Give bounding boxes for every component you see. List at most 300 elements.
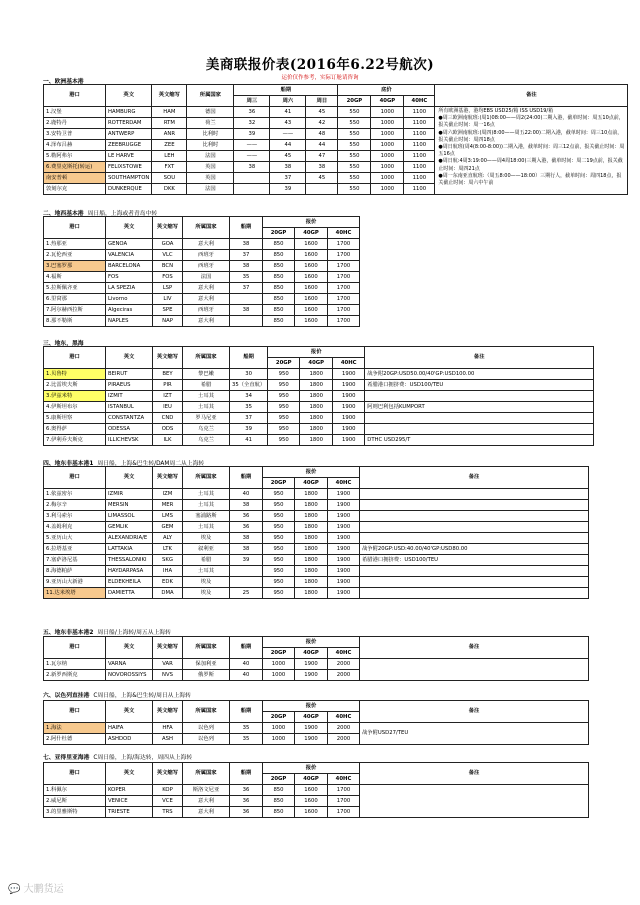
header-40hc: 40HC	[333, 358, 365, 369]
port-country: 荷兰	[187, 118, 234, 129]
header-40hc: 40HC	[328, 648, 360, 659]
sailing-days	[230, 577, 263, 588]
sailing-wed: 38	[234, 162, 270, 173]
header-40gp: 40GP	[300, 358, 333, 369]
sailing-wed: 32	[234, 118, 270, 129]
header-base-price: 底价	[338, 85, 435, 96]
section-7-title-text: 七、亚得里亚海港	[43, 755, 90, 761]
port-english: ODESSA	[106, 424, 153, 435]
israel-table	[43, 700, 589, 745]
price-40hc: 1100	[404, 129, 435, 140]
header-code: 英文缩写	[153, 217, 183, 239]
price-40hc: 1700	[328, 305, 360, 316]
port-english: SOUTHAMPTON	[106, 173, 152, 184]
section-2-subtitle: 周日船，上海或者青岛中转	[87, 211, 158, 217]
port-country: 土耳其	[183, 402, 230, 413]
price-40gp: 1800	[295, 522, 328, 533]
sailing-days: 40	[230, 489, 263, 500]
price-40gp: 1600	[295, 283, 328, 294]
port-english: ROTTERDAM	[106, 118, 152, 129]
table-row	[44, 239, 360, 250]
price-20gp: 550	[338, 162, 371, 173]
header-english: 英文	[106, 347, 153, 369]
price-40gp: 1800	[295, 555, 328, 566]
price-20gp: 950	[268, 369, 300, 380]
price-40gp: 1600	[295, 807, 328, 818]
price-20gp: 950	[268, 380, 300, 391]
sailing-days: 38	[230, 544, 263, 555]
price-40gp: 1600	[295, 261, 328, 272]
price-20gp: 950	[263, 588, 295, 599]
header-20gp: 20GP	[338, 96, 371, 107]
price-40hc: 1700	[328, 796, 360, 807]
port-english: IZMIR	[106, 489, 153, 500]
section-5-subtitle: 周日船/上海转/周五从上海转	[97, 630, 171, 636]
port-country: 西班牙	[183, 250, 230, 261]
table-row	[44, 107, 628, 118]
table-row	[44, 413, 594, 424]
port-name: 1.贝鲁特	[44, 369, 106, 380]
port-country: 土耳其	[183, 522, 230, 533]
sailing-days: 35	[230, 272, 263, 283]
port-english: VENICE	[106, 796, 153, 807]
row-remark	[360, 500, 589, 511]
europe-rows	[44, 107, 628, 195]
port-name: 4.伊斯坦布尔	[44, 402, 106, 413]
table-row	[44, 522, 589, 533]
row-remark	[360, 566, 589, 577]
header-freight: 报价	[263, 467, 360, 478]
price-40hc: 1100	[404, 184, 435, 195]
port-english: THESSALONIKI	[106, 555, 153, 566]
port-code: IZT	[153, 391, 183, 402]
med-west-table	[43, 216, 360, 327]
header-english: 英文	[106, 701, 153, 723]
price-40hc: 1100	[404, 118, 435, 129]
price-40hc: 1900	[328, 500, 360, 511]
sailing-days: 40	[230, 670, 263, 681]
price-40hc: 1900	[328, 489, 360, 500]
watermark-text: 大鹏货运	[23, 884, 64, 895]
port-name: 1.瓦尔纳	[44, 659, 106, 670]
row-remark: 阿则巴利包括KUMPORT	[365, 402, 594, 413]
header-english: 英文	[106, 763, 153, 785]
table-row	[44, 555, 589, 566]
price-20gp: 950	[263, 555, 295, 566]
port-country: 土耳其	[183, 489, 230, 500]
price-40gp: 1800	[300, 380, 333, 391]
sailing-wed: 36	[234, 107, 270, 118]
price-20gp: 950	[268, 391, 300, 402]
port-country: 以色列	[183, 723, 230, 734]
price-20gp: 550	[338, 140, 371, 151]
port-english: HAMBURG	[106, 107, 152, 118]
price-40gp: 1600	[295, 294, 328, 305]
port-english: HAIFA	[106, 723, 153, 734]
port-code: LEH	[152, 151, 187, 162]
header-code: 英文缩写	[153, 467, 183, 489]
header-country: 所属国家	[183, 347, 230, 369]
port-country: 法国	[187, 184, 234, 195]
section-5-title-text: 五、地东非基本港2	[43, 630, 94, 636]
header-40hc: 40HC	[404, 96, 435, 107]
remark-line: 所有欧洲基港，港均EBS USD25/箱 ISS USD19/箱	[438, 108, 554, 114]
sailing-sun: 42	[306, 118, 338, 129]
price-20gp: 550	[338, 107, 371, 118]
row-remark: 希腊港口拥挤费：USD100/TEU	[360, 555, 589, 566]
port-code: VAR	[153, 659, 183, 670]
table-row	[44, 380, 594, 391]
port-english: BEIRUT	[106, 369, 153, 380]
sailing-sun: 44	[306, 140, 338, 151]
port-name: 1.热那亚	[44, 239, 106, 250]
price-40gp: 1000	[371, 184, 404, 195]
price-20gp: 1000	[263, 723, 295, 734]
port-code: GEM	[153, 522, 183, 533]
sailing-days: 37	[230, 283, 263, 294]
sailing-days: 25	[230, 588, 263, 599]
header-remark: 备注	[360, 763, 589, 785]
port-name: 7.阿尔赫西拉斯	[44, 305, 106, 316]
header-english: 英文	[106, 85, 152, 107]
med-africa-2-rows	[44, 659, 589, 681]
price-40gp: 1600	[295, 796, 328, 807]
header-40hc: 40HC	[328, 478, 360, 489]
port-code: DKK	[152, 184, 187, 195]
header-40gp: 40GP	[371, 96, 404, 107]
price-40gp: 1800	[295, 533, 328, 544]
price-40hc: 1700	[328, 283, 360, 294]
port-code: ODS	[153, 424, 183, 435]
port-name: 2.新罗西斯克	[44, 670, 106, 681]
sailing-days	[230, 566, 263, 577]
price-40gp: 1800	[295, 577, 328, 588]
price-40hc: 1900	[328, 566, 360, 577]
port-english: ISTANBUL	[106, 402, 153, 413]
port-code: VCE	[153, 796, 183, 807]
port-country: 叙利亚	[183, 544, 230, 555]
price-40hc: 1100	[404, 151, 435, 162]
port-name: 3.巴塞罗那	[44, 261, 106, 272]
port-code: LMS	[153, 511, 183, 522]
row-remark	[365, 424, 594, 435]
table-row	[44, 305, 360, 316]
remark-line: ●周三欧洲南航班:(周1)08:00——周2(24:00)二期入港，截单时间：周五10点前，报关截止时间：周一16点	[438, 115, 624, 129]
header-40gp: 40GP	[295, 774, 328, 785]
port-english: ZEEBRUGGE	[106, 140, 152, 151]
header-40hc: 40HC	[328, 712, 360, 723]
port-english: TRIESTE	[106, 807, 153, 818]
header-port: 港口	[44, 85, 106, 107]
price-20gp: 850	[263, 305, 295, 316]
row-remark	[360, 577, 589, 588]
med-africa-1-rows	[44, 489, 589, 599]
port-name: 敦刻尔克	[44, 184, 106, 195]
table-row	[44, 272, 360, 283]
sailing-sat: 37	[270, 173, 306, 184]
header-freight: 报价	[263, 217, 360, 228]
header-code: 英文缩写	[153, 763, 183, 785]
header-port: 港口	[44, 763, 106, 785]
price-40gp: 1800	[300, 391, 333, 402]
port-name: 2.威尼斯	[44, 796, 106, 807]
port-country: 法国	[183, 272, 230, 283]
port-country: 德国	[187, 107, 234, 118]
price-20gp: 950	[263, 577, 295, 588]
port-country: 英国	[187, 162, 234, 173]
price-40hc: 2000	[328, 659, 360, 670]
port-english: LA SPEZIA	[106, 283, 153, 294]
price-40gp: 1000	[371, 173, 404, 184]
port-english: LATTAKIA	[106, 544, 153, 555]
price-40gp: 1800	[295, 500, 328, 511]
port-code: ANR	[152, 129, 187, 140]
sailing-sun: 48	[306, 129, 338, 140]
header-remark: 备注	[435, 85, 628, 107]
port-code: IZM	[153, 489, 183, 500]
port-english: ASHDOD	[106, 734, 153, 745]
price-40hc: 1700	[328, 807, 360, 818]
sailing-days	[230, 294, 263, 305]
port-country: 希腊	[183, 555, 230, 566]
price-40hc: 1700	[328, 316, 360, 327]
port-english: BARCELONA	[106, 261, 153, 272]
row-remark	[360, 489, 589, 500]
row-remark: 战争附20GP:USD:40.00/40'GP:USD80.00	[360, 544, 589, 555]
port-country: 斯洛文尼亚	[183, 785, 230, 796]
port-name: 8.海德帕萨	[44, 566, 106, 577]
sailing-days: 35	[230, 402, 268, 413]
header-40hc: 40HC	[328, 228, 360, 239]
port-name: 3.利马索尔	[44, 511, 106, 522]
port-country: 希腊	[183, 380, 230, 391]
port-name: 6.拉塔基亚	[44, 544, 106, 555]
table-row	[44, 588, 589, 599]
header-country: 所属国家	[183, 467, 230, 489]
price-40gp: 1600	[295, 305, 328, 316]
price-20gp: 950	[263, 544, 295, 555]
port-name: 11.达米埃塔	[44, 588, 106, 599]
header-code: 英文缩写	[153, 701, 183, 723]
port-english: PIRAEUS	[106, 380, 153, 391]
price-40hc: 1900	[328, 577, 360, 588]
table-row	[44, 723, 589, 734]
section-3-title-text: 三、地东，黑海	[43, 341, 84, 347]
header-freight: 报价	[263, 637, 360, 648]
header-sailing: 船期	[230, 347, 268, 369]
price-40gp: 1800	[300, 402, 333, 413]
price-40gp: 1900	[295, 723, 328, 734]
sailing-days: 36	[230, 807, 263, 818]
port-english: ILLICHEVSK	[106, 435, 153, 446]
port-code: RTM	[152, 118, 187, 129]
price-20gp: 1000	[263, 670, 295, 681]
section-remark	[360, 659, 589, 681]
row-remark: 战争附20GP:USD50.00/40'GP:USD100.00	[365, 369, 594, 380]
header-day-sun: 周日	[306, 96, 338, 107]
header-country: 所属国家	[187, 85, 234, 107]
sailing-wed	[234, 173, 270, 184]
port-english: ALEXANDRIA/E	[106, 533, 153, 544]
sailing-sat: ——	[270, 129, 306, 140]
header-20gp: 20GP	[263, 774, 295, 785]
port-country: 土耳其	[183, 391, 230, 402]
port-code: SOU	[152, 173, 187, 184]
port-name: 5.康斯坦察	[44, 413, 106, 424]
port-code: LIV	[153, 294, 183, 305]
price-40hc: 1900	[328, 522, 360, 533]
sailing-sun: 45	[306, 107, 338, 118]
port-country: 以色列	[183, 734, 230, 745]
port-name: 6.里窝那	[44, 294, 106, 305]
price-40hc: 1900	[328, 588, 360, 599]
price-40gp: 1800	[295, 588, 328, 599]
section-2-title-text: 二、地西基本港	[43, 211, 84, 217]
port-code: NVS	[153, 670, 183, 681]
price-40hc: 1900	[333, 391, 365, 402]
sailing-days: 39	[230, 424, 268, 435]
port-country: 比利时	[187, 129, 234, 140]
sailing-days: 35	[230, 723, 263, 734]
price-40gp: 1000	[371, 107, 404, 118]
price-40hc: 1900	[333, 369, 365, 380]
port-country: 罗马尼亚	[183, 413, 230, 424]
price-20gp: 550	[338, 151, 371, 162]
port-english: LE HARVE	[106, 151, 152, 162]
port-name: 1.汉堡	[44, 107, 106, 118]
header-english: 英文	[106, 467, 153, 489]
price-note: 运价仅作参考，实际订舱请咨询	[281, 75, 359, 81]
port-name: 3.的里雅斯特	[44, 807, 106, 818]
remark-line: ●周日航班(周4(8:00-8:00))二期入港，截单时间：周三12点前，报关截止时间：周五16点	[438, 144, 625, 158]
table-row	[44, 424, 594, 435]
header-country: 所属国家	[183, 637, 230, 659]
price-20gp: 550	[338, 184, 371, 195]
port-english: GEMLIK	[106, 522, 153, 533]
adriatic-table	[43, 762, 589, 818]
sailing-days: 36	[230, 796, 263, 807]
price-20gp: 850	[263, 283, 295, 294]
port-code: IHA	[153, 566, 183, 577]
remark-line: ●周六欧洲南航班:(周四)8:00——周五22:00)二期入港，截单时间：周三10点前，报关截止时间：周四18点	[438, 129, 623, 143]
price-40hc: 1100	[404, 107, 435, 118]
table-row	[44, 489, 589, 500]
port-country: 意大利	[183, 239, 230, 250]
med-africa-1-table	[43, 466, 589, 599]
section-1-title-text: 一、欧洲基本港	[43, 79, 84, 85]
header-20gp: 20GP	[263, 648, 295, 659]
price-40hc: 1700	[328, 785, 360, 796]
port-country: 埃及	[183, 577, 230, 588]
port-name: 7.塞萨洛尼基	[44, 555, 106, 566]
sailing-sat: 45	[270, 151, 306, 162]
row-remark	[360, 522, 589, 533]
port-country: 西班牙	[183, 305, 230, 316]
port-country: 塞浦路斯	[183, 511, 230, 522]
price-40hc: 2000	[328, 723, 360, 734]
table-row	[44, 369, 594, 380]
sailing-days: 38	[230, 305, 263, 316]
price-40hc: 1700	[328, 239, 360, 250]
port-code: BEY	[153, 369, 183, 380]
section-6-title-text: 六、以色列直挂港	[43, 693, 90, 699]
europe-table	[43, 84, 628, 195]
remark-line: ●周日航:4周3:19:00——周4周18:00)三期入港，截单时间：周二19点前，报关截止时间：周四21点	[438, 158, 623, 172]
med-east-table	[43, 346, 594, 446]
sailing-sun: 38	[306, 162, 338, 173]
port-english: HAYDARPASA	[106, 566, 153, 577]
port-code: ASH	[153, 734, 183, 745]
price-40gp: 1600	[295, 239, 328, 250]
header-20gp: 20GP	[263, 478, 295, 489]
price-40hc: 1700	[328, 294, 360, 305]
price-40gp: 1800	[300, 413, 333, 424]
header-sailing: 船期	[230, 763, 263, 785]
med-west-rows	[44, 239, 360, 327]
price-40gp: 1000	[371, 129, 404, 140]
port-english: MERSIN	[106, 500, 153, 511]
port-code: GOA	[153, 239, 183, 250]
row-remark	[365, 391, 594, 402]
table-row	[44, 577, 589, 588]
port-country: 意大利	[183, 796, 230, 807]
sailing-days: 39	[230, 555, 263, 566]
port-code: KOP	[153, 785, 183, 796]
port-name: 8.那不勒斯	[44, 316, 106, 327]
watermark: 💬 大鹏货运	[8, 884, 64, 895]
header-port: 港口	[44, 637, 106, 659]
price-40gp: 1000	[371, 118, 404, 129]
price-40gp: 1800	[300, 424, 333, 435]
port-code: SKG	[153, 555, 183, 566]
port-code: VLC	[153, 250, 183, 261]
price-20gp: 850	[263, 239, 295, 250]
port-name: 2.阿什杜德	[44, 734, 106, 745]
port-name: 2.鹿特丹	[44, 118, 106, 129]
sailing-days: 30	[230, 369, 268, 380]
row-remark	[360, 588, 589, 599]
europe-remarks	[435, 107, 628, 195]
port-code: ZEE	[152, 140, 187, 151]
price-20gp: 950	[263, 522, 295, 533]
price-40hc: 1900	[333, 424, 365, 435]
port-code: LTK	[153, 544, 183, 555]
table-row	[44, 544, 589, 555]
sailing-days: 37	[230, 250, 263, 261]
header-english: 英文	[106, 217, 153, 239]
row-remark	[360, 533, 589, 544]
price-20gp: 550	[338, 118, 371, 129]
price-40hc: 1700	[328, 272, 360, 283]
price-40gp: 1600	[295, 250, 328, 261]
header-sailing: 船期	[230, 217, 263, 239]
port-name: 4.福斯	[44, 272, 106, 283]
table-row	[44, 261, 360, 272]
price-40gp: 1000	[371, 151, 404, 162]
port-english: Livorno	[106, 294, 153, 305]
price-20gp: 1000	[263, 734, 295, 745]
price-20gp: 950	[268, 402, 300, 413]
price-20gp: 850	[263, 785, 295, 796]
price-40hc: 1900	[328, 511, 360, 522]
port-country: 英国	[187, 173, 234, 184]
header-20gp: 20GP	[263, 228, 295, 239]
row-remark	[365, 413, 594, 424]
port-name: 5.亚历山大	[44, 533, 106, 544]
price-20gp: 850	[263, 272, 295, 283]
port-name: 6.奥得萨	[44, 424, 106, 435]
price-20gp: 1000	[263, 659, 295, 670]
